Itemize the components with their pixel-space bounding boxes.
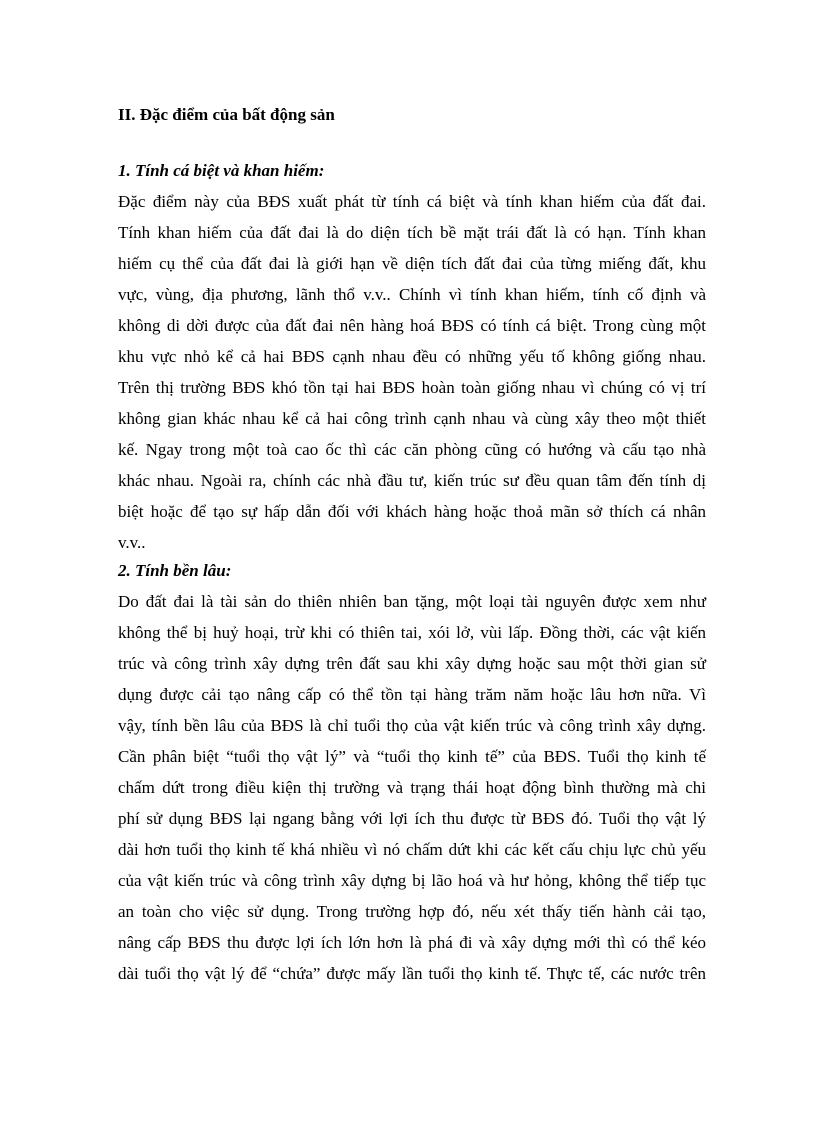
text-line: hiếm cụ thể của đất đai là giới hạn về diện tích đất đai của từng miếng đất, khu [118, 254, 706, 273]
text-line: phí sử dụng BĐS lại ngang bằng với lợi ích thu được từ BĐS đó. Tuổi thọ vật lý [118, 809, 706, 828]
text-line: Trên thị trường BĐS khó tồn tại hai BĐS hoàn toàn giống nhau vì chúng có vị trí [118, 378, 706, 397]
paragraph-uniqueness-scarcity [118, 186, 706, 558]
text-line: khu vực nhỏ kể cả hai BĐS cạnh nhau đều có những yếu tố không giống nhau. [118, 347, 706, 366]
text-line: không di dời được của đất đai nên hàng hoá BĐS có tính cá biệt. Trong cùng một [118, 316, 706, 335]
text-line: không gian khác nhau kể cả hai công trình cạnh nhau và cùng xây theo một thiết [118, 409, 706, 428]
text-line: dài hơn tuổi thọ kinh tế khá nhiều vì nó chấm dứt khi các kết cấu chịu lực chủ yếu [118, 840, 706, 859]
text-line: chấm dứt trong điều kiện thị trường và trạng thái hoạt động bình thường mà chi [118, 778, 706, 797]
text-line: khác nhau. Ngoài ra, chính các nhà đầu tư, kiến trúc sư đều quan tâm đến tính dị [118, 471, 706, 490]
text-line: không thể bị huỷ hoại, trừ khi có thiên tai, xói lở, vùi lấp. Đồng thời, các vật kiến [118, 623, 706, 642]
section-title: II. Đặc điểm của bất động sản [118, 105, 335, 124]
text-line: Đặc điểm này của BĐS xuất phát từ tính cá biệt và tính khan hiếm của đất đai. [118, 192, 706, 211]
text-line: vực, vùng, địa phương, lãnh thổ v.v.. Chính vì tính khan hiếm, tính cố định và [118, 285, 706, 304]
text-line: kế. Ngay trong một toà cao ốc thì các căn phòng cũng có hướng và cấu tạo nhà [118, 440, 706, 459]
text-line: Tính khan hiếm của đất đai là do diện tích bề mặt trái đất là có hạn. Tính khan [118, 223, 706, 242]
text-line: vậy, tính bền lâu của BĐS là chỉ tuổi thọ của vật kiến trúc và công trình xây dựng. [118, 716, 706, 735]
text-line: Cần phân biệt “tuổi thọ vật lý” và “tuổi thọ kinh tế” của BĐS. Tuổi thọ kinh tế [118, 747, 706, 766]
text-line: dụng được cải tạo nâng cấp có thể tồn tại hàng trăm năm hoặc lâu hơn nữa. Vì [118, 685, 706, 704]
text-line: v.v.. [118, 533, 146, 552]
text-line: Do đất đai là tài sản do thiên nhiên ban tặng, một loại tài nguyên được xem như [118, 592, 706, 611]
subsection-heading-2: 2. Tính bền lâu: [118, 561, 232, 580]
text-line: an toàn cho việc sử dụng. Trong trường hợp đó, nếu xét thấy tiến hành cải tạo, [118, 902, 706, 921]
text-line: trúc và công trình xây dựng trên đất sau khi xây dựng hoặc sau một thời gian sử [118, 654, 706, 673]
text-line: của vật kiến trúc và công trình xây dựng bị lão hoá và hư hỏng, không thể tiếp tục [118, 871, 706, 890]
text-line: nâng cấp BĐS thu được lợi ích lớn hơn là phá đi và xây dựng mới thì có thể kéo [118, 933, 706, 952]
subsection-heading-1: 1. Tính cá biệt và khan hiếm: [118, 161, 325, 180]
text-line: biệt hoặc để tạo sự hấp dẫn đối với khách hàng hoặc thoả mãn sở thích cá nhân [118, 502, 706, 521]
document-page [118, 104, 706, 989]
text-line: dài tuổi thọ vật lý để “chứa” được mấy lần tuổi thọ kinh tế. Thực tế, các nước trên [118, 964, 706, 983]
paragraph-durability [118, 586, 706, 989]
